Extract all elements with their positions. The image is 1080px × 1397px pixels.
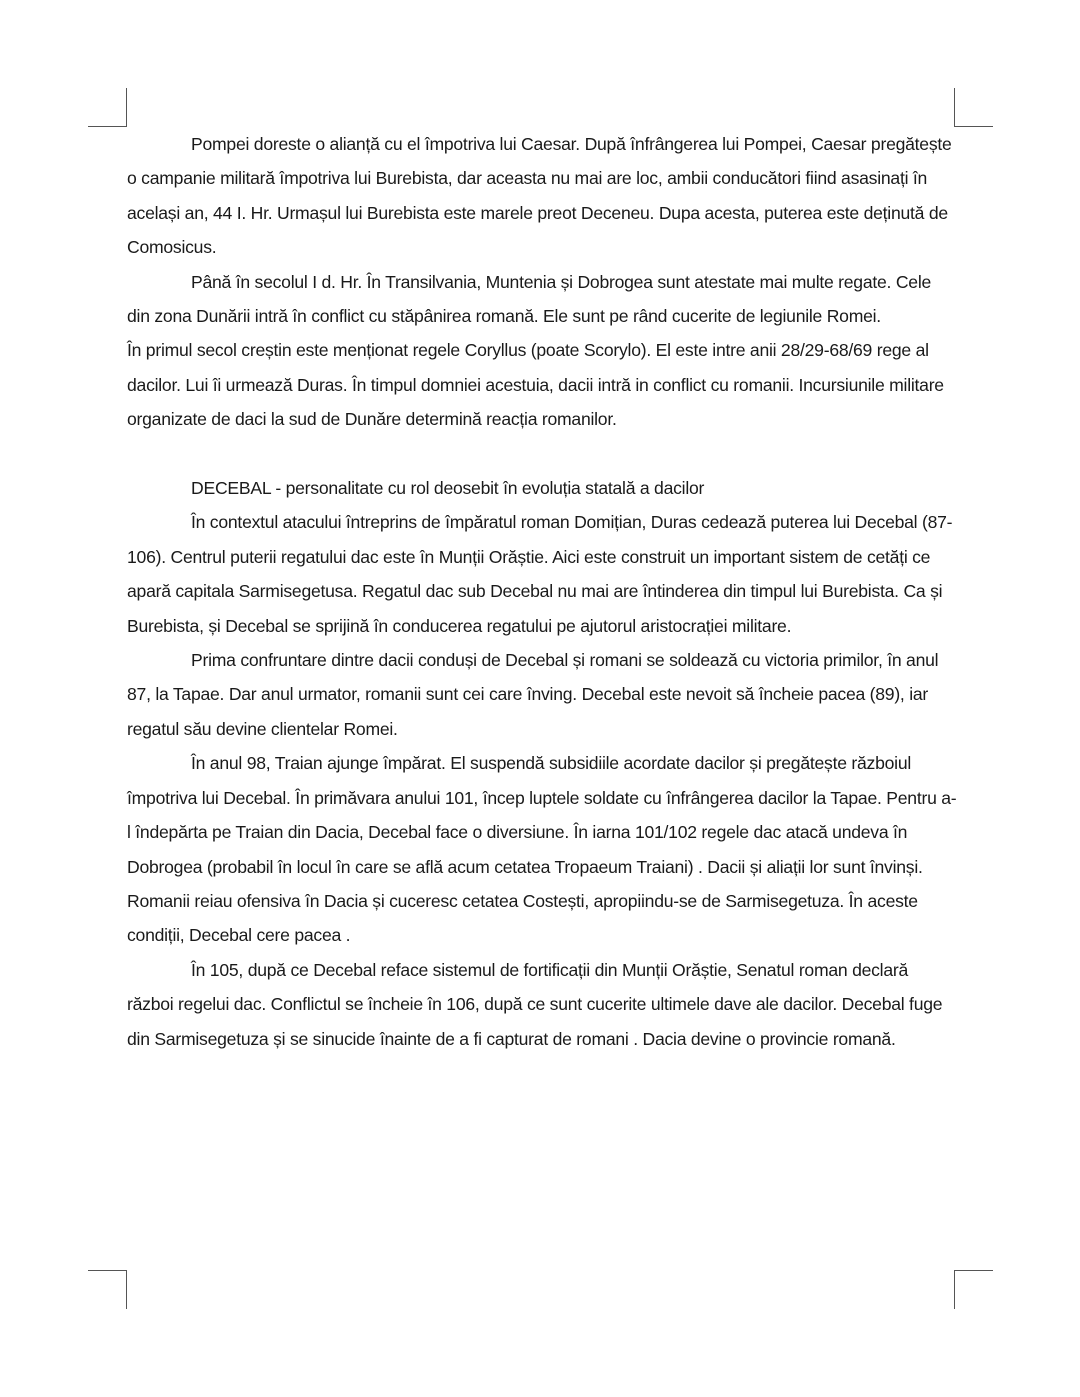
paragraph-pompei: Pompei doreste o alianță cu el împotriva lui Caesar. După înfrângerea lui Pompei, Caesar pregătește o campanie militară împotriva lui Burebista, dar aceasta nu mai are loc, ambii conducători fiind asasinați în același an, 44 I. Hr. Urmașul lui Burebista este marele preot Deceneu. Dupa acesta, puterea este deținută de Comosicus. [127, 134, 952, 258]
section-heading-decebal: DECEBAL - personalitate cu rol deosebit în evoluția statală a dacilor [191, 478, 705, 499]
paragraph-tapae: Prima confruntare dintre dacii conduși de Decebal și romani se soldează cu victoria primilor, în anul 87, la Tapae. Dar anul urmator, romanii sunt cei care înving. Decebal este nevoit să încheie pacea (89), iar regatul său devine clientelar Romei. [127, 650, 939, 739]
paragraph-traian: În anul 98, Traian ajunge împărat. El suspendă subsidiile acordate dacilor și pregătește războiul împotriva lui Decebal. În primăvara anului 101, încep luptele soldate cu înfrângerea dacilor la Tapae. Pentru a-l îndepărta pe Traian din Dacia, Decebal face o diversiune. În iarna 101/102 regele dac atacă undeva în Dobrogea (probabil în locul în care se află acum cetatea Tropaeum Traiani) . Dacii și aliații lor sunt învinși. Romanii reiau ofensiva în Dacia și cuceresc cetatea Costești, apropiindu-se de Sarmisegetuza. În aceste condiții, Decebal cere pacea . [127, 753, 957, 946]
paragraph-105: În 105, după ce Decebal reface sistemul de fortificații din Munții Orăștie, Senatul roman declară război regelui dac. Conflictul se încheie în 106, după ce sunt cucerite ultimele dave ale dacilor. Decebal fuge din Sarmisegetuza și se sinucide înainte de a fi capturat de romani . Dacia devine o provincie romană. [127, 959, 943, 1049]
crop-mark-top-right [954, 88, 993, 127]
document-body [127, 127, 957, 1056]
crop-mark-bottom-left [88, 1270, 127, 1309]
crop-mark-bottom-right [954, 1270, 993, 1309]
paragraph-coryllus: În primul secol creștin este menționat regele Coryllus (poate Scorylo). El este intre anii 28/29-68/69 rege al dacilor. Lui îi urmează Duras. În timpul domniei acestuia, dacii intră in conflict cu romanii. Incursiunile militare organizate de daci la sud de Dunăre determină reacția romanilor. [127, 340, 944, 430]
paragraph-spacer [127, 437, 957, 471]
crop-mark-top-left [88, 88, 127, 127]
paragraph-domitian: În contextul atacului întreprins de împăratul roman Domițian, Duras cedează puterea lui Decebal (87-106). Centrul puterii regatului dac este în Munții Orăștie. Aici este construit un important sistem de cetăți ce apară capitala Sarmisegetusa. Regatul dac sub Decebal nu mai are întinderea din timpul lui Burebista. Ca și Burebista, și Decebal se sprijină în conducerea regatului pe ajutorul aristocrației militare. [127, 512, 953, 636]
paragraph-regate: Până în secolul I d. Hr. În Transilvania, Muntenia și Dobrogea sunt atestate mai multe regate. Cele din zona Dunării intră în conflict cu stăpânirea romană. Ele sunt pe rând cucerite de legiunile Romei. [127, 271, 932, 327]
